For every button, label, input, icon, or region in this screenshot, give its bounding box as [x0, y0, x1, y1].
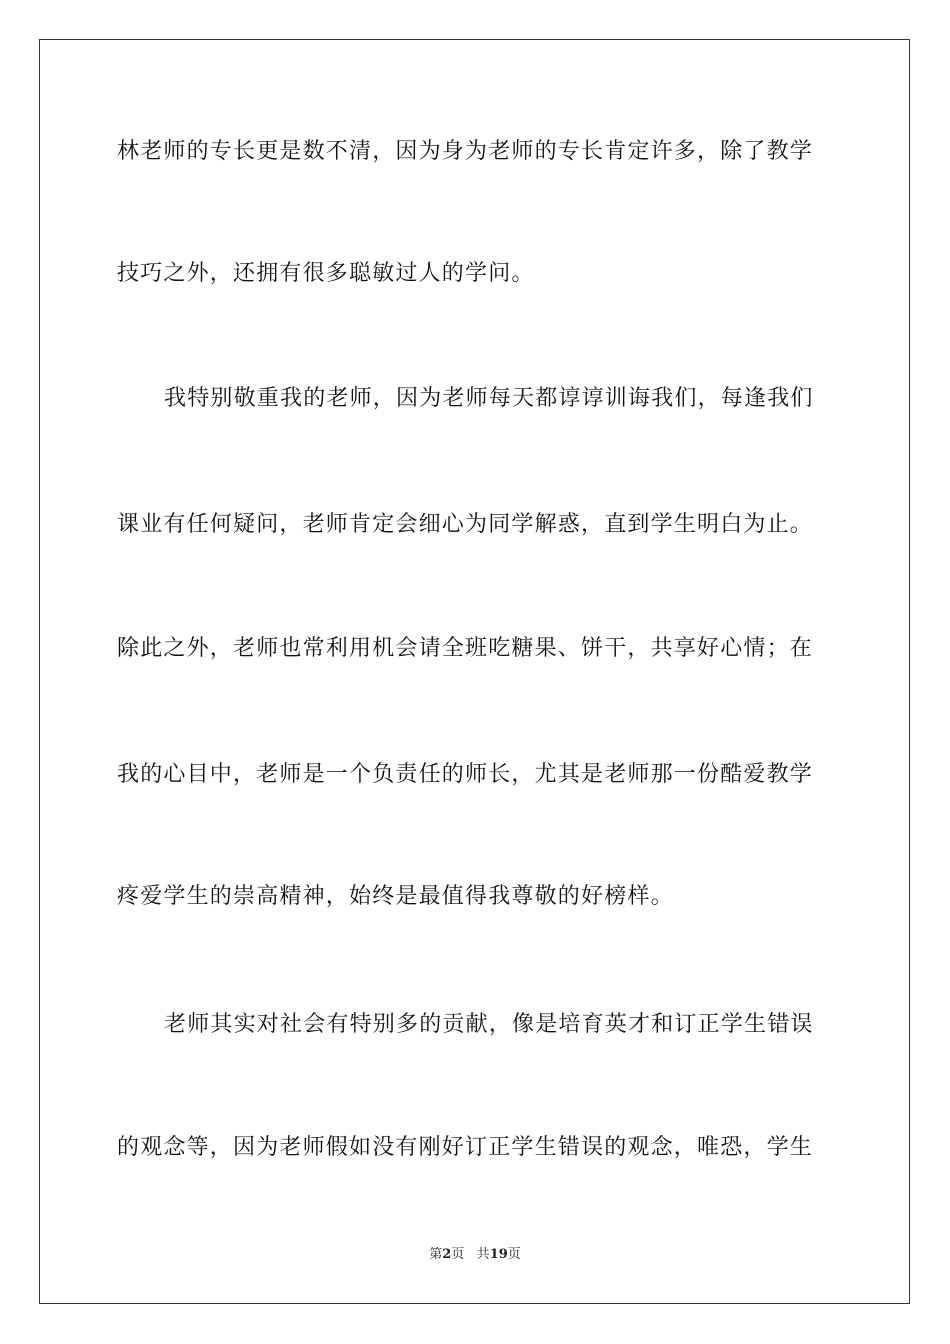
paragraph-line: 我特别敬重我的老师，因为老师每天都谆谆训诲我们，每逢我们: [164, 386, 814, 411]
total-suffix: 页: [507, 1247, 521, 1262]
paragraph-line: 课业有任何疑问，老师肯定会细心为同学解惑，直到学生明白为止。: [117, 512, 814, 537]
page-prefix: 第: [429, 1247, 443, 1262]
paragraph-line: 我的心目中，老师是一个负责任的师长，尤其是老师那一份酷爱教学: [117, 762, 814, 787]
paragraph-line: 技巧之外，还拥有很多聪敏过人的学问。: [117, 261, 535, 286]
page-border: [39, 39, 910, 1304]
paragraph-line: 林老师的专长更是数不清，因为身为老师的专长肯定许多，除了教学: [117, 139, 814, 164]
total-prefix: 共: [476, 1247, 490, 1262]
page-footer: [0, 1247, 950, 1263]
paragraph-line: 除此之外，老师也常利用机会请全班吃糖果、饼干，共享好心情；在: [117, 636, 814, 661]
paragraph-line: 疼爱学生的崇高精神，始终是最值得我尊敬的好榜样。: [117, 884, 674, 909]
page-number: 2: [442, 1247, 452, 1262]
paragraph-line: 老师其实对社会有特别多的贡献，像是培育英才和订正学生错误: [164, 1012, 814, 1037]
paragraph-line: 的观念等，因为老师假如没有刚好订正学生错误的观念，唯恐，学生: [117, 1135, 814, 1160]
page-suffix: 页: [451, 1247, 465, 1262]
total-pages: 19: [489, 1247, 508, 1262]
